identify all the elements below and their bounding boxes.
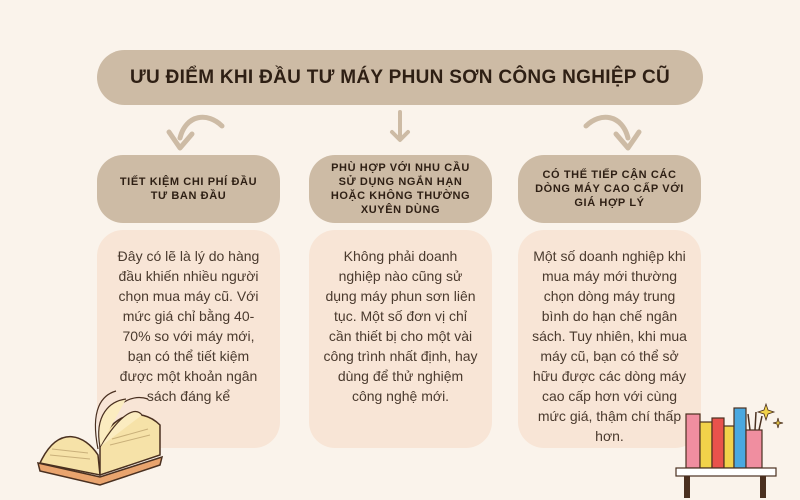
main-title: ƯU ĐIỂM KHI ĐẦU TƯ MÁY PHUN SƠN CÔNG NGHIỆP CŨ (97, 50, 703, 105)
open-book-illustration (30, 385, 170, 490)
column-1-heading: TIẾT KIỆM CHI PHÍ ĐẦU TƯ BAN ĐẦU (97, 155, 280, 223)
bookshelf-illustration (672, 400, 792, 500)
column-1-text: Đây có lẽ là lý do hàng đầu khiến nhiều người chọn mua máy cũ. Với mức giá chỉ bằng 40-70% so với máy mới, bạn có thể tiết kiệm được một khoản ngân sách đáng kể (117, 248, 260, 404)
curved-arrow-right-icon (578, 108, 648, 158)
curved-arrow-left-icon (160, 108, 230, 158)
column-2-body (309, 230, 492, 448)
column-2-heading: PHÙ HỢP VỚI NHU CẦU SỬ DỤNG NGẮN HẠN HOẶC KHÔNG THƯỜNG XUYÊN DÙNG (309, 155, 492, 223)
down-arrow-icon (385, 108, 415, 148)
column-3-heading: CÓ THỂ TIẾP CẬN CÁC DÒNG MÁY CAO CẤP VỚI GIÁ HỢP LÝ (518, 155, 701, 223)
column-2-text: Không phải doanh nghiệp nào cũng sử dụng máy phun sơn liên tục. Một số đơn vị chỉ cần thiết bị cho một vài công trình nhất định, hay dùng để thử nghiệm công nghệ mới. (323, 248, 478, 404)
column-3-text: Một số doanh nghiệp khi mua máy mới thường chọn dòng máy trung bình do hạn chế ngân sách. Tuy nhiên, khi mua máy cũ, bạn có thể sở hữu được các dòng máy cao cấp hơn với cùng mức giá, thậm chí thấp hơn. (532, 248, 687, 444)
